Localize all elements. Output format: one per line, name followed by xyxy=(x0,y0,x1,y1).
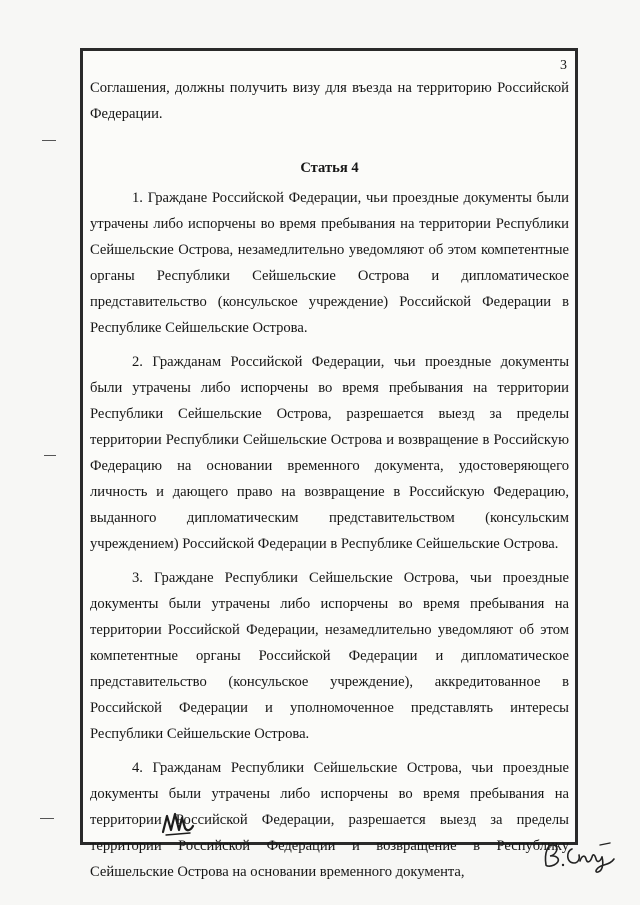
initial-signature-icon xyxy=(160,808,196,838)
paragraph-1: 1. Граждане Российской Федерации, чьи проездные документы были утрачены либо испорчены во время пребывания на территории Республики Сейшельские Острова, незамедлительно уведомляют об этом компетентные органы Республики Сейшельские Острова и дипломатическое представительство (консульское учреждение) Российской Федерации в Республике Сейшельские Острова. xyxy=(90,190,569,336)
paragraph-3: 3. Граждане Республики Сейшельские Острова, чьи проездные документы были утрачены либо испорчены во время пребывания на территории Российской Федерации, незамедлительно уведомляют об этом компетентные органы Российской Федерации и дипломатическое представительство (консульское учреждение), аккредитованное в Российской Федерации и уполномоченное представлять интересы Республики Сейшельские Острова. xyxy=(90,570,569,742)
document-page xyxy=(80,48,578,880)
page-number: 3 xyxy=(560,58,567,73)
margin-mark xyxy=(40,818,54,819)
intro-fragment: Соглашения, должны получить визу для въезда на территорию Российской Федерации. xyxy=(90,80,569,122)
signature-icon xyxy=(538,835,618,875)
paragraph-4: 4. Гражданам Республики Сейшельские Острова, чьи проездные документы были утрачены либо испорчены во время пребывания на территории Российской Федерации, разрешается выезд за пределы территории Российской Федерации и возвращение в Республику Сейшельские Острова на основании временного документа, xyxy=(90,760,569,880)
article-title: Статья 4 xyxy=(300,160,359,176)
paragraph-2: 2. Гражданам Российской Федерации, чьи проездные документы были утрачены либо испорчены во время пребывания на территории Республики Сейшельские Острова, разрешается выезд за пределы территории Республики Сейшельские Острова и возвращение в Российскую Федерацию на основании временного документа, удостоверяющего личность и дающего право на возвращение в Российскую Федерацию, выданного дипломатическим представительством (консульским учреждением) Российской Федерации в Республике Сейшельские Острова. xyxy=(90,354,569,552)
margin-mark xyxy=(44,455,56,456)
document-body xyxy=(90,75,569,893)
margin-mark xyxy=(42,140,56,141)
